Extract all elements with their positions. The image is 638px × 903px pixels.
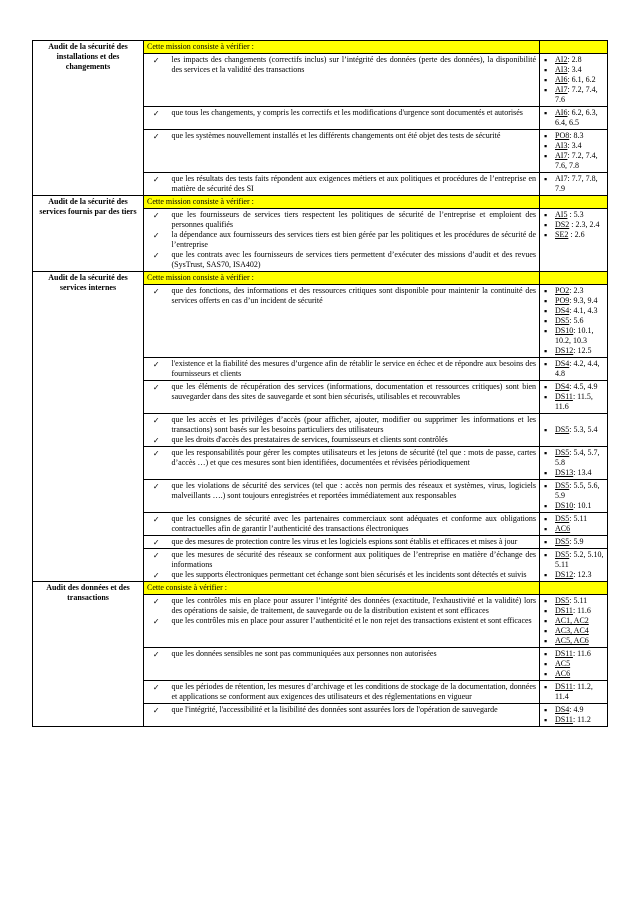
cobit-ref (543, 151, 604, 171)
section-title: Audit de la sécurité des services internes (33, 272, 144, 582)
cobit-refs-cell (540, 681, 608, 704)
cobit-ref-code: PO8 (555, 131, 570, 140)
cobit-ref-code: DS11 (555, 392, 573, 401)
cobit-ref-sections: : 11.2, 11.4 (555, 682, 593, 701)
cobit-ref-sections: : 3.4 (567, 65, 582, 74)
cobit-refs-cell (540, 381, 608, 414)
cobit-ref-code: DS5 (555, 481, 570, 490)
cobit-ref (543, 524, 604, 534)
cobit-ref-code: AC3, AC4 (555, 626, 589, 635)
cobit-refs-list (543, 550, 604, 580)
check-cell (144, 536, 169, 549)
cobit-ref-code: DS5 (555, 550, 570, 559)
cobit-ref-code: DS4 (555, 359, 570, 368)
cobit-ref-sections: : 4.1, 4.3 (569, 306, 598, 315)
checkmark-icon: ✓ (152, 174, 160, 184)
cobit-ref-sections: : 5.2, 5.10, 5.11 (555, 550, 604, 569)
cobit-refs-cell (540, 54, 608, 107)
cobit-ref (543, 306, 604, 316)
cobit-ref-sections: : 3.4 (567, 141, 582, 150)
cobit-ref-code: DS5 (555, 537, 570, 546)
criteria-item: la dépendance aux fournisseurs des services tiers est bien gérée par les politiques et les procédures de sécurité de l’entreprise (171, 230, 536, 249)
cobit-ref-code: SE2 (555, 230, 569, 239)
criteria-item: que les systèmes nouvellement installés et les différents changements ont été objet des tests de sécurité (171, 131, 501, 140)
cobit-refs-cell (540, 285, 608, 358)
cobit-ref (543, 468, 604, 478)
cobit-refs-list (543, 682, 604, 702)
cobit-ref-code: AC6 (555, 524, 571, 533)
checkmark-icon: ✓ (152, 210, 160, 220)
cobit-ref (543, 606, 604, 616)
criteria-cell (169, 107, 540, 130)
cobit-refs-cell (540, 173, 608, 196)
cobit-ref-sections: : 11.6 (572, 649, 591, 658)
criteria-cell (169, 447, 540, 480)
cobit-ref-sections: AI7: 7.7, 7.8, 7.9 (555, 174, 598, 193)
cobit-ref-code: AI6 (555, 108, 568, 117)
checkmark-icon: ✓ (152, 616, 160, 626)
cobit-ref-sections: : 5.11 (569, 596, 588, 605)
cobit-refs-cell (540, 414, 608, 447)
cobit-refs-cell (540, 358, 608, 381)
criteria-item: l'existence et la fiabilité des mesures d’urgence afin de rétablir le service en échec et de répondre aux besoins des fournisseurs et clients (171, 359, 536, 378)
checkmark-icon: ✓ (152, 250, 160, 260)
checkmark-icon: ✓ (152, 55, 160, 65)
cobit-ref-code: DS13 (555, 468, 574, 477)
criteria-item: que les données sensibles ne sont pas communiquées aux personnes non autorisées (171, 649, 437, 658)
cobit-ref-code: DS11 (555, 606, 573, 615)
cobit-ref (543, 210, 604, 220)
cobit-ref-sections: : 4.2, 4.4, 4.8 (555, 359, 600, 378)
check-cell (144, 595, 169, 648)
cobit-ref (543, 649, 604, 659)
checkmark-icon: ✓ (152, 682, 160, 692)
checkmark-icon: ✓ (152, 435, 160, 445)
cobit-ref-sections: : 5.3 (567, 210, 584, 219)
checkmark-icon: ✓ (152, 596, 160, 606)
criteria-cell (169, 595, 540, 648)
document-page (32, 40, 607, 727)
cobit-refs-list (543, 210, 604, 240)
cobit-refs-list (543, 514, 604, 534)
cobit-ref (543, 616, 604, 626)
cobit-ref (543, 382, 604, 392)
section-mission-row (33, 272, 608, 285)
check-cell (144, 513, 169, 536)
checkmark-icon: ✓ (152, 382, 160, 392)
cobit-ref (543, 669, 604, 679)
section-title: Audit de la sécurité des services fournis par des tiers (33, 196, 144, 272)
criteria-cell (169, 285, 540, 358)
cobit-ref-code: AI7 (555, 151, 568, 160)
check-cell (144, 209, 169, 272)
cobit-ref-sections: : 4.5, 4.9 (569, 382, 598, 391)
cobit-ref-sections: : 7.2, 7.4, 7.6, 7.8 (555, 151, 598, 170)
cobit-ref (543, 626, 604, 636)
cobit-ref-code: DS4 (555, 306, 570, 315)
cobit-ref (543, 570, 604, 580)
cobit-ref-code: DS4 (555, 382, 570, 391)
cobit-refs-list (543, 537, 604, 547)
cobit-ref-code: DS11 (555, 649, 573, 658)
criteria-item: que les mesures de sécurité des réseaux se conforment aux politiques de l’entreprise en matière d’échange des informations (171, 550, 536, 569)
cobit-ref (543, 174, 604, 194)
cobit-ref-code: AI3 (555, 65, 568, 74)
cobit-refs-cell (540, 447, 608, 480)
check-cell (144, 704, 169, 727)
check-cell (144, 381, 169, 414)
criteria-item: que des mesures de protection contre les virus et les logiciels espions sont établis et efficaces et mises à jour (171, 537, 518, 546)
cobit-refs-list (543, 286, 604, 356)
cobit-refs-list (543, 131, 604, 171)
check-cell (144, 285, 169, 358)
cobit-ref-sections: : 6.1, 6.2 (567, 75, 596, 84)
criteria-item: que les responsabilités pour gérer les comptes utilisateurs et les jetons de sécurité (tel que : mots de passe, cartes d’accès …) et que ces mesures sont bien identifiées, documentées et révisées périodiquement (171, 448, 536, 467)
cobit-ref-sections: : 2.8 (567, 55, 582, 64)
cobit-ref-code: AI3 (555, 141, 568, 150)
checkmark-icon: ✓ (152, 448, 160, 458)
cobit-ref-code: PO2 (555, 286, 570, 295)
cobit-ref (543, 636, 604, 646)
mission-ref-cell (540, 582, 608, 595)
criteria-cell (169, 381, 540, 414)
criteria-cell (169, 414, 540, 447)
criteria-item: que les violations de sécurité des services (tel que : accès non permis des réseaux et systèmes, virus, logiciels malveillants ….) sont toujours enregistrées et reportées immédiatement aux responsables (171, 481, 536, 500)
checkmark-icon: ✓ (152, 415, 160, 425)
cobit-ref (543, 682, 604, 702)
cobit-ref-sections: : 11.5, 11.6 (555, 392, 593, 411)
cobit-ref-code: AC6 (555, 669, 571, 678)
checkmark-icon: ✓ (152, 286, 160, 296)
checkmark-icon: ✓ (152, 705, 160, 715)
cobit-refs-cell (540, 513, 608, 536)
cobit-refs-cell (540, 209, 608, 272)
cobit-ref-code: DS5 (555, 448, 570, 457)
checkmark-icon: ✓ (152, 649, 160, 659)
cobit-refs-list (543, 481, 604, 511)
cobit-ref (543, 286, 604, 296)
mission-ref-cell (540, 41, 608, 54)
criteria-item: que les accès et les privilèges d’accès (pour afficher, ajouter, modifier ou supprimer les informations et les transactions) sont basés sur les besoins particuliers des utilisateurs (171, 415, 536, 434)
check-cell (144, 358, 169, 381)
cobit-refs-list (543, 649, 604, 679)
checkmark-icon: ✓ (152, 550, 160, 560)
cobit-ref-code: DS12 (555, 570, 574, 579)
cobit-ref-code: DS10 (555, 501, 574, 510)
cobit-ref-code: AI5 (555, 210, 568, 219)
cobit-ref (543, 296, 604, 306)
audit-table-body (33, 41, 608, 727)
mission-statement: Cette consiste à vérifier : (144, 582, 540, 595)
cobit-ref-sections: : 11.6 (572, 606, 591, 615)
cobit-refs-list (543, 448, 604, 478)
check-cell (144, 480, 169, 513)
cobit-ref (543, 596, 604, 606)
cobit-ref-sections: : 11.2 (572, 715, 591, 724)
criteria-cell (169, 549, 540, 582)
cobit-ref-code: DS4 (555, 705, 570, 714)
cobit-refs-list (543, 174, 604, 194)
cobit-ref-sections: : 5.4, 5.7, 5.8 (555, 448, 600, 467)
check-cell (144, 648, 169, 681)
cobit-ref (543, 392, 604, 412)
criteria-cell (169, 704, 540, 727)
cobit-ref (543, 220, 604, 230)
mission-statement: Cette mission consiste à vérifier : (144, 272, 540, 285)
criteria-cell (169, 480, 540, 513)
criteria-item: que les résultats des tests faits répondent aux exigences métiers et aux politiques et procédures de l’entreprise en matière de sécurité des SI (171, 174, 536, 193)
audit-table (32, 40, 608, 727)
cobit-ref (543, 501, 604, 511)
mission-statement: Cette mission consiste à vérifier : (144, 196, 540, 209)
criteria-item: que les consignes de sécurité avec les partenaires commerciaux sont adéquates et conforme aux obligations contractuelles afin de garantir l’authenticité des transactions électroniques (171, 514, 536, 533)
check-cell (144, 414, 169, 447)
criteria-cell (169, 209, 540, 272)
cobit-ref-code: AI2 (555, 55, 568, 64)
cobit-ref-code: PO9 (555, 296, 570, 305)
cobit-ref (543, 448, 604, 468)
cobit-refs-list (543, 705, 604, 725)
cobit-refs-cell (540, 480, 608, 513)
cobit-ref-sections: : 5.5, 5.6, 5.9 (555, 481, 600, 500)
cobit-ref-sections: : 6.2, 6.3, 6.4, 6.5 (555, 108, 598, 127)
cobit-ref-sections: : 4.9 (569, 705, 584, 714)
cobit-refs-list (543, 596, 604, 646)
cobit-refs-cell (540, 704, 608, 727)
cobit-ref (543, 514, 604, 524)
criteria-cell (169, 173, 540, 196)
cobit-ref-sections: : 9.3, 9.4 (569, 296, 598, 305)
cobit-ref-sections: : 2.3 (569, 286, 584, 295)
mission-ref-cell (540, 196, 608, 209)
cobit-ref (543, 230, 604, 240)
checkmark-icon: ✓ (152, 131, 160, 141)
cobit-ref (543, 108, 604, 128)
check-cell (144, 54, 169, 107)
criteria-item: que l'intégrité, l'accessibilité et la lisibilité des données sont assurées lors de l'opération de sauvegarde (171, 705, 498, 714)
cobit-ref (543, 75, 604, 85)
cobit-ref-sections: : 7.2, 7.4, 7.6 (555, 85, 598, 104)
cobit-ref (543, 659, 604, 669)
criteria-cell (169, 513, 540, 536)
cobit-ref-code: AI7 (555, 85, 568, 94)
section-title: Audit des données et des transactions (33, 582, 144, 727)
check-cell (144, 549, 169, 582)
cobit-refs-cell (540, 536, 608, 549)
cobit-ref-sections: : 5.6 (569, 316, 584, 325)
cobit-ref (543, 550, 604, 570)
criteria-item: que les contrôles mis en place pour assurer l’authenticité et le non rejet des transactions existent et sont efficaces (171, 616, 532, 625)
cobit-refs-cell (540, 107, 608, 130)
cobit-ref-code: DS10 (555, 326, 574, 335)
check-cell (144, 173, 169, 196)
cobit-ref (543, 85, 604, 105)
cobit-ref-code: AC5 (555, 659, 571, 668)
cobit-ref-sections: : 5.3, 5.4 (569, 425, 598, 434)
cobit-ref (543, 425, 604, 435)
section-title: Audit de la sécurité des installations et des changements (33, 41, 144, 196)
section-mission-row (33, 582, 608, 595)
cobit-ref-code: DS5 (555, 514, 570, 523)
mission-ref-cell (540, 272, 608, 285)
cobit-ref-sections: : 12.3 (573, 570, 592, 579)
cobit-ref-code: DS2 (555, 220, 570, 229)
criteria-cell (169, 54, 540, 107)
cobit-refs-cell (540, 130, 608, 173)
criteria-cell (169, 130, 540, 173)
cobit-refs-cell (540, 549, 608, 582)
cobit-ref-sections: : 13.4 (573, 468, 592, 477)
cobit-ref (543, 481, 604, 501)
check-cell (144, 681, 169, 704)
cobit-ref-sections: : 2.3, 2.4 (569, 220, 600, 229)
cobit-ref-sections: : 5.11 (569, 514, 588, 523)
section-mission-row (33, 196, 608, 209)
cobit-ref-sections: : 10.1, 10.2, 10.3 (555, 326, 594, 345)
cobit-refs-cell (540, 648, 608, 681)
criteria-cell (169, 358, 540, 381)
cobit-refs-list (543, 359, 604, 379)
cobit-ref (543, 537, 604, 547)
checkmark-icon: ✓ (152, 481, 160, 491)
cobit-ref-sections: : 5.9 (569, 537, 584, 546)
criteria-item: que les éléments de récupération des services (informations, documentation et ressources critiques) sont bien sauvegarder dans des sites de sauvegarde et sont bien sécurisés, utilisables et recouvrables (171, 382, 536, 401)
criteria-item: que les supports électroniques permettant cet échange sont bien sécurisés et les incidents sont détectés et suivis (171, 570, 527, 579)
cobit-ref-sections: : 8.3 (569, 131, 584, 140)
criteria-item: les impacts des changements (correctifs inclus) sur l’intégrité des données (perte des données), la disponibilité des services et la validité des transactions (171, 55, 536, 74)
check-cell (144, 107, 169, 130)
cobit-refs-list (543, 55, 604, 105)
checkmark-icon: ✓ (152, 570, 160, 580)
cobit-ref-code: AC1, AC2 (555, 616, 589, 625)
mission-statement: Cette mission consiste à vérifier : (144, 41, 540, 54)
cobit-ref (543, 346, 604, 356)
checkmark-icon: ✓ (152, 359, 160, 369)
cobit-ref-code: DS11 (555, 682, 573, 691)
criteria-item: que les droits d'accès des prestataires de services, fournisseurs et clients sont contrôlés (171, 435, 448, 444)
checkmark-icon: ✓ (152, 230, 160, 240)
checkmark-icon: ✓ (152, 537, 160, 547)
criteria-cell (169, 536, 540, 549)
cobit-ref-sections: : 12.5 (573, 346, 592, 355)
criteria-item: que les périodes de rétention, les mesures d’archivage et les conditions de stockage de la documentation, données et applications se conforment aux exigences des utilisateurs et des réglementations en vigueur (171, 682, 536, 701)
check-cell (144, 130, 169, 173)
criteria-cell (169, 681, 540, 704)
cobit-refs-list (543, 382, 604, 412)
criteria-item: que les fournisseurs de services tiers respectent les politiques de sécurité de l’entreprise et emploient des personnes qualifiés (171, 210, 536, 229)
cobit-ref (543, 316, 604, 326)
criteria-item: que les contrôles mis en place pour assurer l’intégrité des données (exactitude, l'exhaustivité et la validité) lors des opérations de saisie, de traitement, de sauvegarde ou de la distribution existent et sont efficaces (171, 596, 536, 615)
cobit-ref (543, 326, 604, 346)
criteria-cell (169, 648, 540, 681)
cobit-refs-cell (540, 595, 608, 648)
check-cell (144, 447, 169, 480)
cobit-refs-list (543, 108, 604, 128)
cobit-ref (543, 141, 604, 151)
cobit-ref-code: DS12 (555, 346, 574, 355)
cobit-ref-code: AI6 (555, 75, 568, 84)
checkmark-icon: ✓ (152, 108, 160, 118)
cobit-ref (543, 705, 604, 715)
cobit-ref (543, 55, 604, 65)
cobit-ref-code: AC5, AC6 (555, 636, 589, 645)
criteria-item: que des fonctions, des informations et des ressources critiques sont disponible pour maintenir la continuité des services offerts en cas d’un incident de sécurité (171, 286, 536, 305)
cobit-ref-sections: : 10.1 (573, 501, 592, 510)
cobit-ref-code: DS5 (555, 425, 570, 434)
criteria-item: que les contrats avec les fournisseurs de services tiers permettent d’exécuter des missions d’audit et des revues (SysTrust, SAS70, ISA402) (171, 250, 536, 269)
cobit-ref (543, 65, 604, 75)
cobit-ref (543, 131, 604, 141)
cobit-ref-code: DS11 (555, 715, 573, 724)
cobit-ref (543, 715, 604, 725)
cobit-ref-code: DS5 (555, 596, 570, 605)
section-mission-row (33, 41, 608, 54)
checkmark-icon: ✓ (152, 514, 160, 524)
cobit-refs-list (543, 425, 604, 435)
criteria-item: que tous les changements, y compris les correctifs et les modifications d'urgence sont documentés et autorisés (171, 108, 523, 117)
cobit-ref-code: DS5 (555, 316, 570, 325)
cobit-ref (543, 359, 604, 379)
cobit-ref-sections: : 2.6 (568, 230, 585, 239)
